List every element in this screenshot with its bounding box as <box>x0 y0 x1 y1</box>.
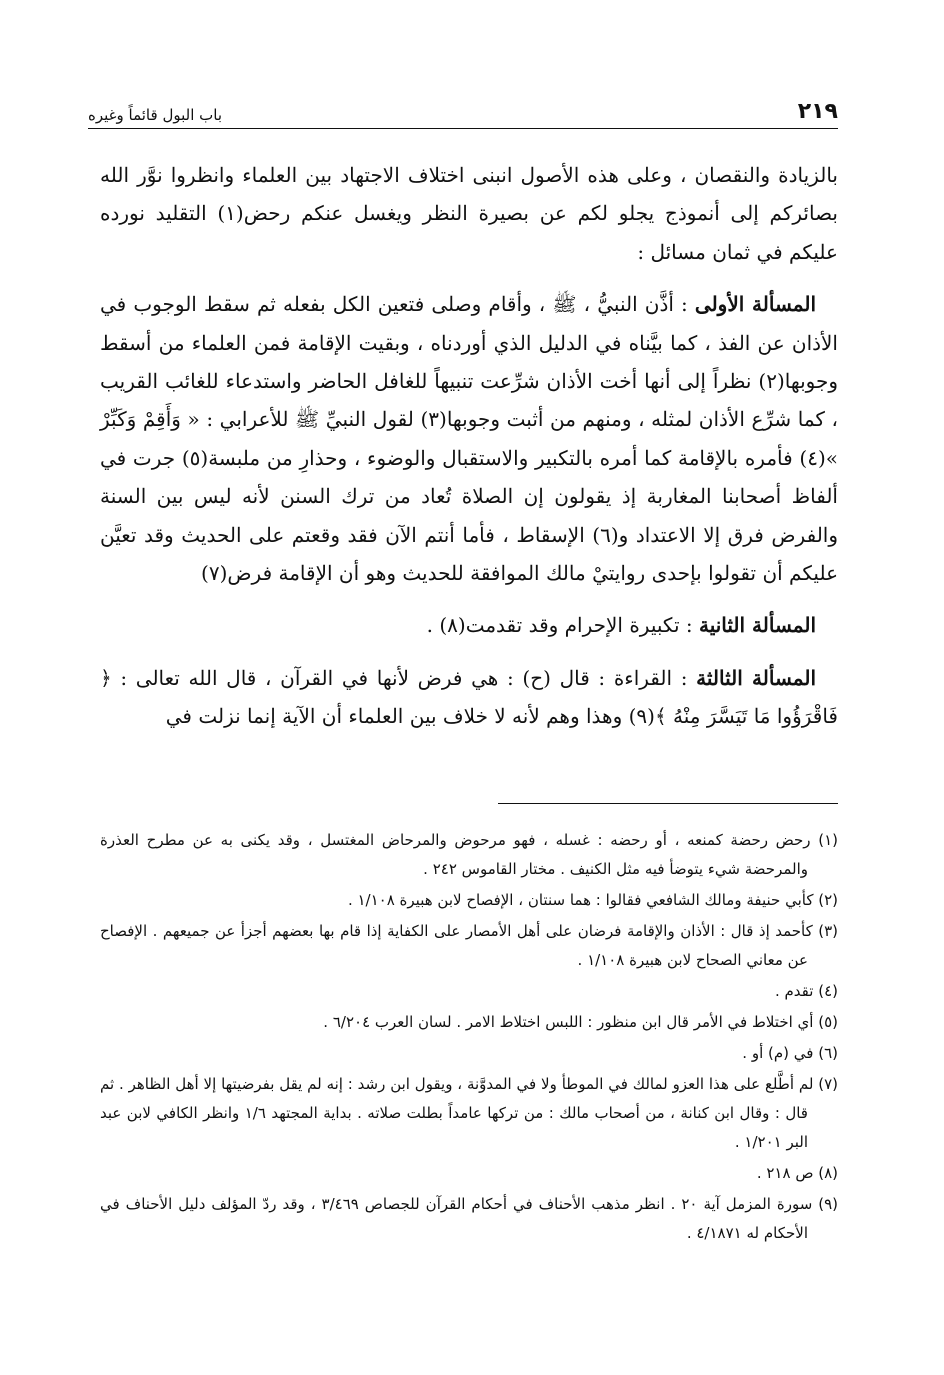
issue-text: : أذَّن النبيُّ ، ﷺ ، وأقام وصلى فتعين الكل بفعله ثم سقط الوجوب في الأذان عن الفذ ، كما بيَّناه في الدليل الذي أوردناه ، وبقيت الإقامة فمن العلماء من أسقط وجوبها(٢) نظراً إلى أنها أخت الأذان شرِّعت تنبيهاً للغافل الحاضر واستدعاء للغائب القريب ، كما شرِّع الأذان لمثله ، ومنهم من أثبت وجوبها(٣) لقول النبيِّ ﷺ للأعرابي : « وَأَقِمْ وَكَبِّرْ »(٤) فأمره بالإقامة كما أمره بالتكبير والاستقبال والوضوء ، وحذارِ من ملبسة(٥) جرت في ألفاظ أصحابنا المغاربة إذ يقولون إن الصلاة تُعاد من ترك السنن لأنه ليس بين السنة والفرض فرق إلا الاعتداد و(٦) الإسقاط ، فأما أنتم الآن فقد وقعتم على الحديث وقد تعيَّن عليكم أن تقولوا بإحدى روايتيْ مالك الموافقة للحديث وهو أن الإقامة فرض(٧) <box>100 292 839 586</box>
footnote: (٣) كأحمد إذ قال : الأذان والإقامة فرضان على أهل الأمصار على الكفاية إذا قام بها بعضهم أجزأ عن جميعهم . الإفصاح عن معاني الصحاح لابن هبيرة ١/١٠٨ . <box>100 922 838 969</box>
footnotes <box>100 826 838 1250</box>
footnote: (٧) لم أطَّلع على هذا العزو لمالك في الموطأ ولا في المدوَّنة ، ويقول ابن رشد : إنه لم يقل بفرضيتها إلا أهل الظاهر . ثم قال : وقال ابن كنانة ، من أصحاب مالك : من تركها عامداً بطلت صلاته . بداية المجتهد ١/٦ وانظر الكافي لابن عبد البر ١/٢٠١ . <box>100 1075 838 1151</box>
issue-label: المسألة الثانية <box>698 613 816 638</box>
page-number: ٢١٩ <box>797 99 838 124</box>
page-header <box>88 92 838 129</box>
paragraph-first-issue <box>100 285 838 592</box>
footnote: (٨) ص ٢١٨ . <box>756 1164 838 1182</box>
running-title: باب البول قائماً وغيره <box>88 106 222 124</box>
issue-text: : القراءة : قال (ح) : هي فرض لأنها في القرآن ، قال الله تعالى : ﴿ فَاقْرَؤُوا مَا تَيَسَّرَ مِنْهُ ﴾(٩) وهذا وهم لأنه لا خلاف بين العلماء أن الآية إنما نزلت في <box>100 665 838 729</box>
footnote: (٢) كأبي حنيفة ومالك الشافعي فقالوا : هما سنتان ، الإفصاح لابن هبيرة ١/١٠٨ . <box>347 891 838 909</box>
footnote: (٤) تقدم . <box>774 982 838 1000</box>
paragraph-third-issue <box>100 659 838 736</box>
footnote: (٩) سورة المزمل آية ٢٠ . انظر مذهب الأحناف في أحكام القرآن للجصاص ٣/٤٦٩ ، وقد ردّ المؤلف دليل الأحناف في الأحكام له ٤/١٨٧١ . <box>100 1195 839 1242</box>
issue-label: المسألة الأولى <box>694 292 817 317</box>
paragraph-intro: بالزيادة والنقصان ، وعلى هذه الأصول انبنى اختلاف الاجتهاد بين العلماء وانظروا نوَّر الله بصائركم إلى أنموذج يجلو لكم عن بصيرة النظر ويغسل عنكم رحض(١) التقليد نورده عليكم في ثمان مسائل : <box>100 163 838 264</box>
footnote: (١) رحض رحضة كمنعه ، أو رحضه : غسله ، فهو مرحوض والمرحاض المغتسل ، وقد يكنى به عن مطرح العذرة والمرحضة شيء يتوضأ فيه مثل الكنيف . مختار القاموس ٢٤٢ . <box>100 831 838 878</box>
footnote: (٦) في (م) أو . <box>742 1044 838 1062</box>
footnote: (٥) أي اختلاط في الأمر قال ابن منظور : اللبس اختلاط الامر . لسان العرب ٦/٢٠٤ . <box>323 1013 838 1031</box>
issue-label: المسألة الثالثة <box>696 665 817 690</box>
main-text <box>100 156 838 750</box>
footnote-divider <box>498 803 838 804</box>
issue-text: : تكبيرة الإحرام وقد تقدمت(٨) . <box>426 613 699 638</box>
paragraph-second-issue <box>100 606 838 644</box>
